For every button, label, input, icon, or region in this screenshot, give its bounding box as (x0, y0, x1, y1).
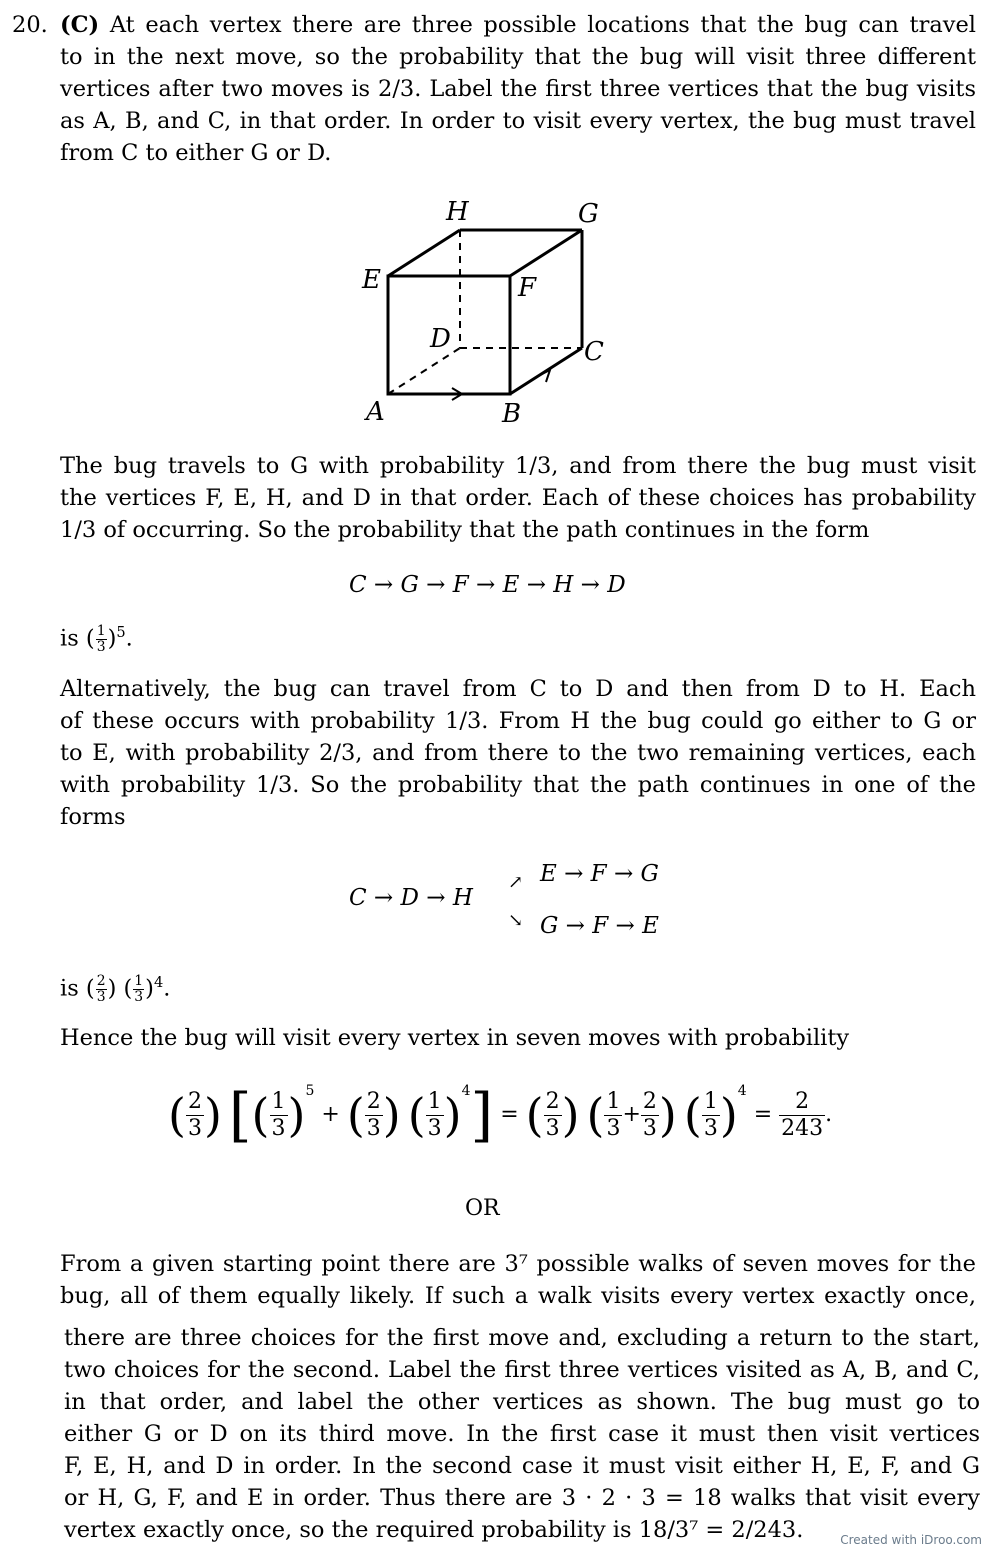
intro-line-4: as A, B, and C, in that order. In order to visit every vertex, the bug must travel (60, 108, 976, 134)
branch-up-arrow: ↗ (508, 872, 524, 893)
path-upper-branch: E → F → G (540, 861, 659, 887)
is-label: is (60, 625, 79, 652)
or-separator: OR (465, 1196, 500, 1221)
para3-line-4: with probability 1/3. So the probability that the path continues in one of the (60, 772, 976, 798)
label-d: D (430, 324, 451, 354)
intro-paragraph (60, 9, 976, 169)
label-g: G (578, 199, 599, 229)
paragraph-5: From a given starting point there are 3⁷ possible walks of seven moves for the bug, all of them equally likely. If such a walk visits every vertex exactly once, (60, 1251, 976, 1309)
label-h: H (446, 197, 469, 227)
problem-number: 20. (12, 12, 48, 38)
cube-figure (0, 190, 1000, 450)
label-b: B (502, 399, 522, 429)
watermark-text: Created with iDroo.com (840, 1533, 982, 1547)
para2-line-1: The bug travels to G with probability 1/3, and from there the bug must visit (60, 453, 976, 479)
label-c: C (584, 337, 604, 367)
path-prefix: C → D → H (349, 885, 473, 911)
hidden-edge-ad (388, 348, 460, 394)
path-equation-1: C → G → F → E → H → D (349, 572, 626, 598)
path-lower-branch: G → F → E (540, 913, 659, 939)
branch-down-arrow: ↘ (508, 910, 524, 931)
probability-expression-2: is ( $\frac{2}{3}$ ) ( $\frac{1}{3}$ )$^4$. (60, 973, 171, 1005)
para2-line-2: the vertices F, E, H, and D in that order. Each of these choices has probability (60, 485, 976, 511)
intro-line-2: to in the next move, so the probability that the bug will visit three different (60, 44, 976, 70)
intro-line-5: from C to either G or D. (60, 140, 332, 166)
probability-equation: ( $\frac{2}{3}$ ) [( $\frac{1}{3}$ )$^5$ + ( $\frac{2}{3}$ ) ( $\frac{1}{3}$ )$^4$] = ( $\frac{2}{3}$ ) ( $\frac{1}{3}$ + $\frac{2}{3}$ ) ( $\frac{1}{3}$ )$^4$ = $\frac{2}{243}$ . (168, 1081, 833, 1149)
label-f: F (518, 273, 537, 303)
label-a: A (366, 397, 385, 427)
para3-line-5: forms (60, 804, 126, 830)
probability-expression-1: is ( $\frac{1}{3}$ )$^5$. (60, 623, 133, 655)
paragraph-2 (60, 450, 976, 546)
intro-line-3: vertices after two moves is 2/3. Label the first three vertices that the bug visits (60, 76, 976, 102)
final-answer-fraction: $\frac{2}{243}$ (781, 1089, 824, 1141)
para3-line-1: Alternatively, the bug can travel from C to D and then from D to H. Each (60, 676, 976, 702)
para3-line-2: of these occurs with probability 1/3. From H the bug could go either to G or (60, 708, 976, 734)
paragraph-3 (60, 673, 976, 833)
para2-line-3: 1/3 of occurring. So the probability that the path continues in the form (60, 517, 870, 543)
paragraph-6: there are three choices for the first move and, excluding a return to the start, two choices for the second. Label the first three vertices visited as A, B, and C, in that order, and label the other vertices as shown. The bug must go to either G or D on its third move. In the first case it must then visit vertices F, E, H, and D in order. In the second case it must visit either H, E, F, and G or H, G, F, and E in order. Thus there are 3 · 2 · 3 = 18 walks that visit every vertex exactly once, so the required probability is 18/3⁷ = 2/243. (64, 1325, 980, 1543)
para3-line-3: to E, with probability 2/3, and from there to the two remaining vertices, each (60, 740, 976, 766)
intro-line-1: (C) At each vertex there are three possible locations that the bug can travel (60, 12, 976, 38)
paragraph-4: Hence the bug will visit every vertex in seven moves with probability (60, 1025, 850, 1051)
label-e: E (362, 265, 381, 295)
answer-label: (C) (60, 12, 100, 38)
